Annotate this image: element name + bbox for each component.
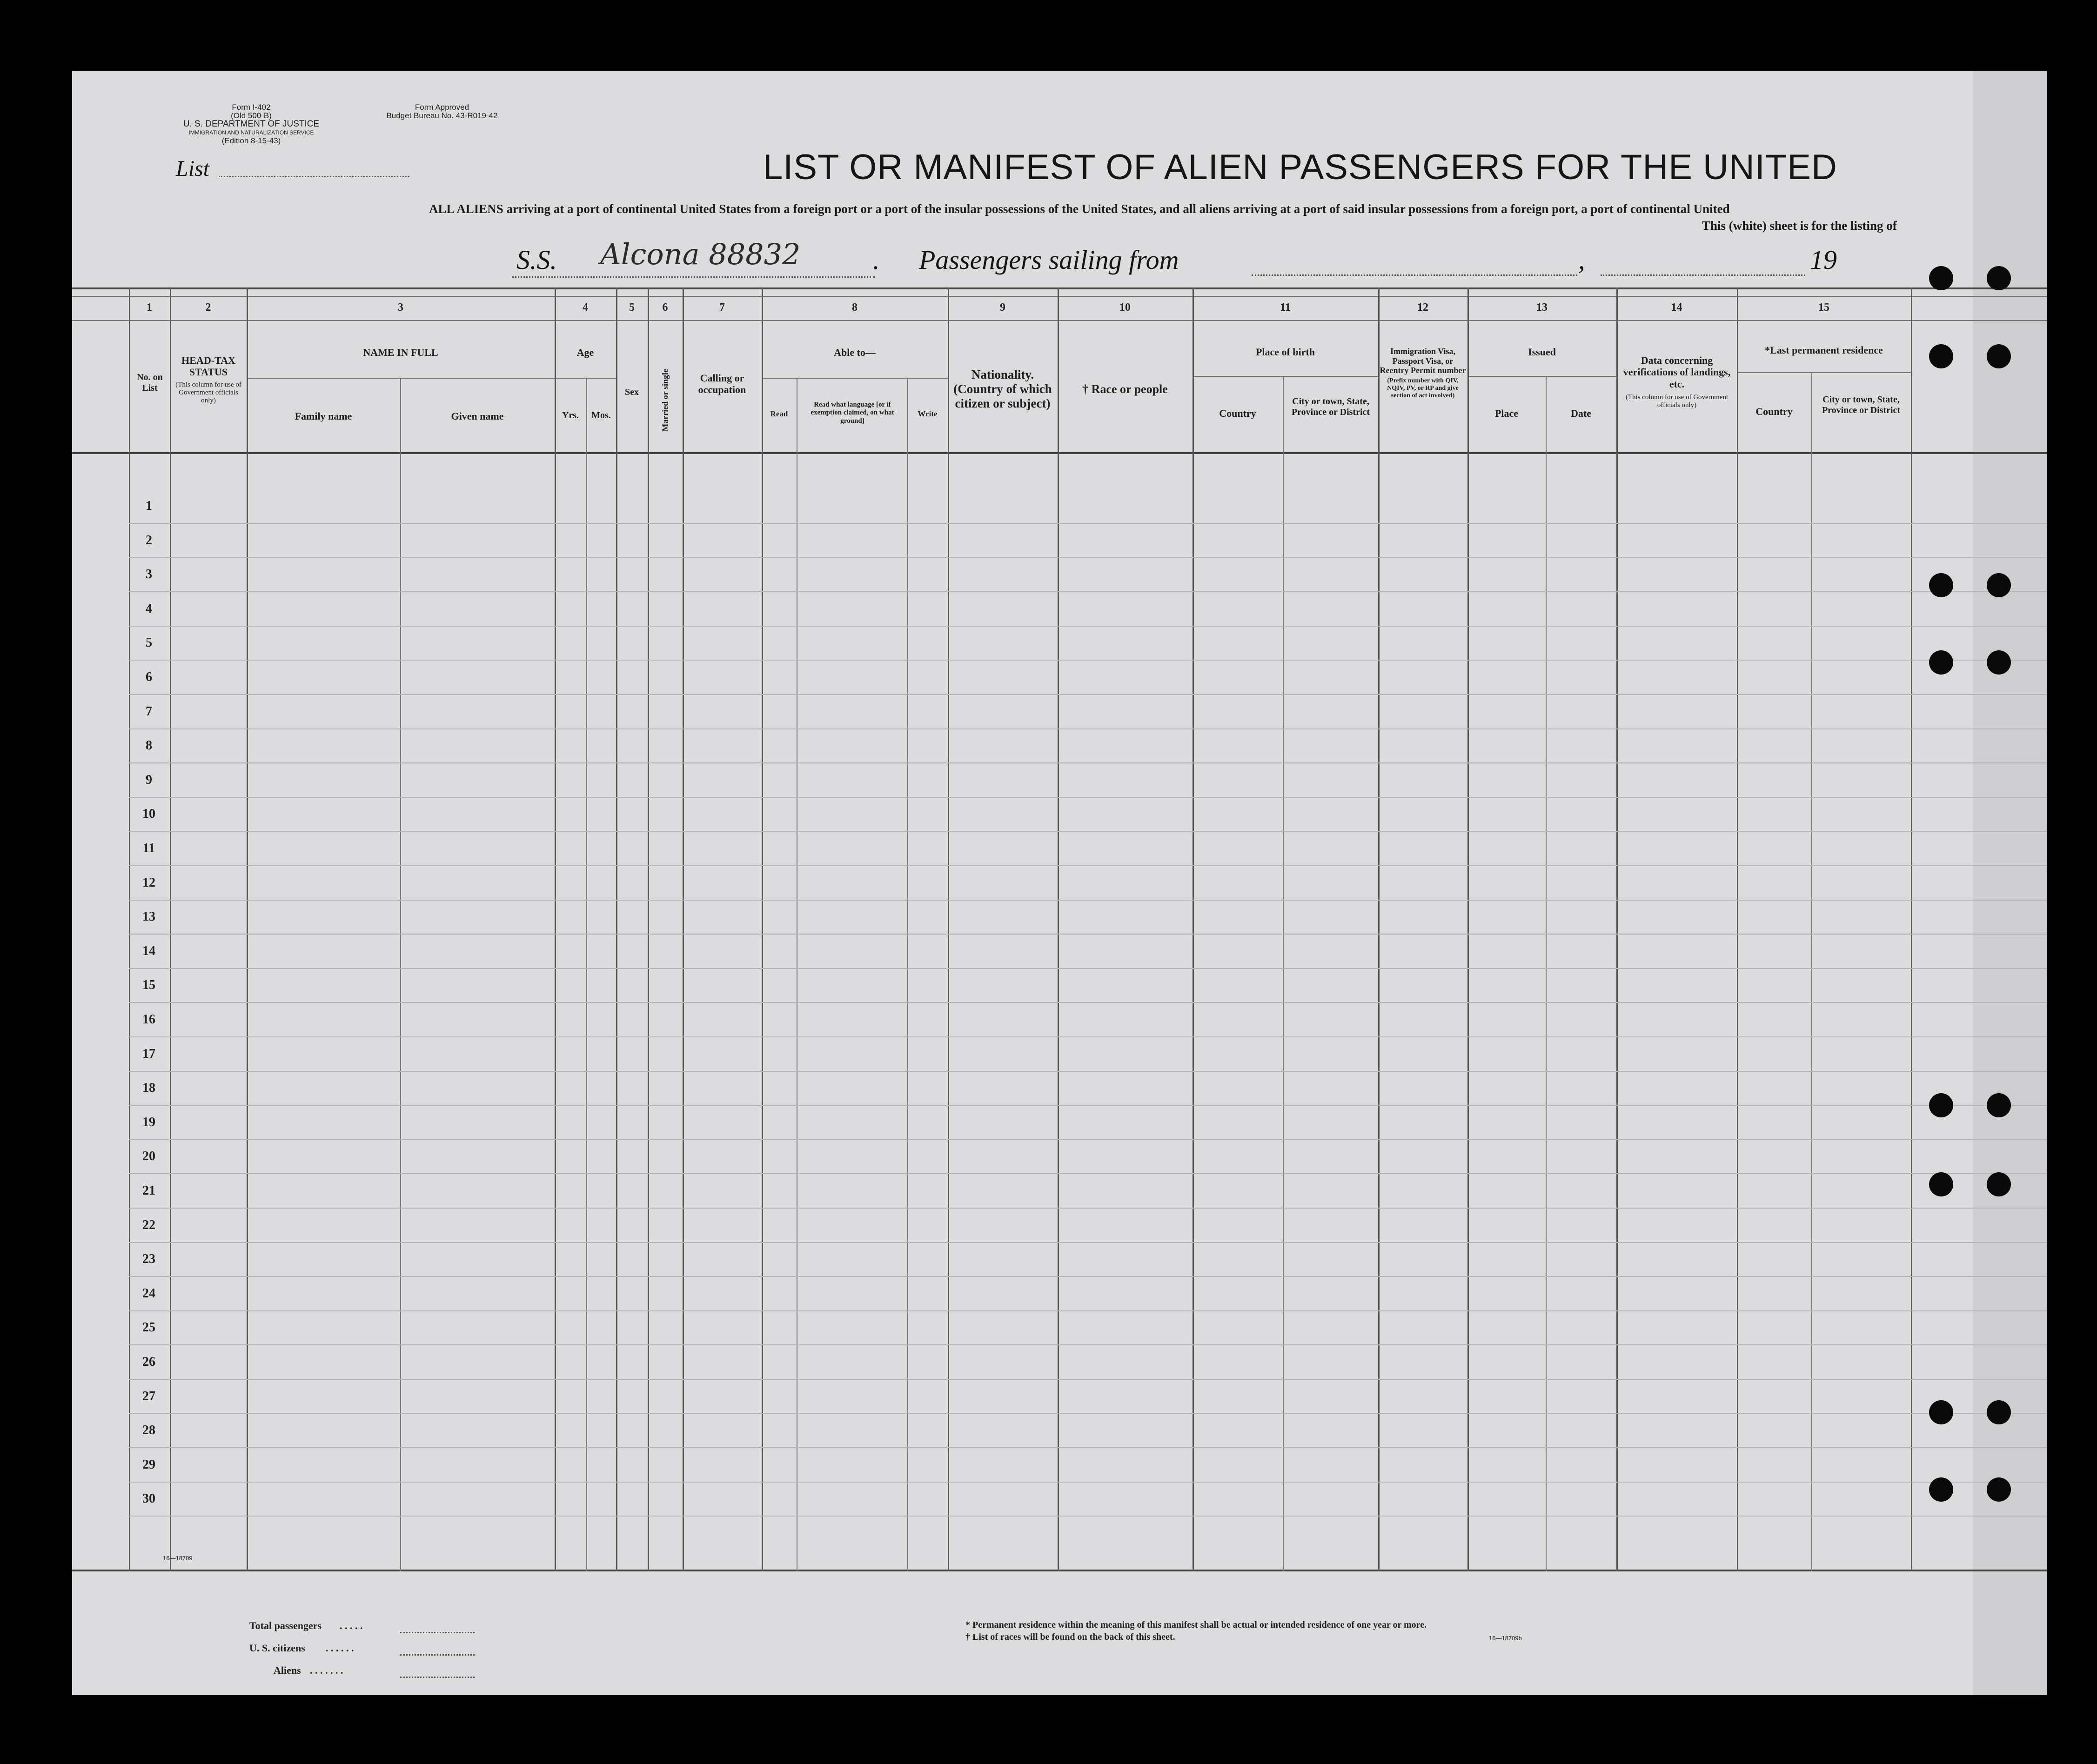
list-number-field[interactable] <box>219 176 409 177</box>
form-number: Form I-402 <box>232 103 271 112</box>
punch-hole <box>1929 573 1953 597</box>
instructions-line-2: This (white) sheet is for the listing of <box>1702 219 1897 233</box>
punch-hole <box>1987 266 2011 290</box>
able-subheader-rule <box>762 378 948 379</box>
issued-subheader-rule <box>1467 376 1616 377</box>
row-number: 25 <box>142 1320 155 1335</box>
head-tax-heading <box>171 354 246 405</box>
ship-prefix: S.S. <box>516 245 557 275</box>
year-prefix: 19 <box>1810 245 1837 275</box>
row-rule <box>129 797 2047 798</box>
row-number: 27 <box>142 1389 155 1403</box>
column-number: 14 <box>1671 301 1682 314</box>
row-number: 8 <box>146 738 152 753</box>
row-number: 1 <box>146 499 152 513</box>
write-heading: Write <box>918 409 938 418</box>
row-rule <box>129 1071 2047 1072</box>
column-number: 5 <box>629 301 635 314</box>
manifest-sheet <box>72 71 2047 1695</box>
punch-hole <box>1929 344 1953 368</box>
row-number: 20 <box>142 1149 155 1164</box>
row-number: 19 <box>142 1115 155 1129</box>
row-rule <box>129 660 2047 661</box>
row-number: 9 <box>146 772 152 787</box>
column-number: 1 <box>147 301 152 314</box>
row-number: 30 <box>142 1491 155 1506</box>
page-title: LIST OR MANIFEST OF ALIEN PASSENGERS FOR THE UNITED <box>763 147 1837 187</box>
races-footnote: † List of races will be found on the back of this sheet. <box>965 1632 1175 1642</box>
col-line <box>1811 372 1812 1571</box>
service-name: IMMIGRATION AND NATURALIZATION SERVICE <box>188 129 314 136</box>
form-header <box>154 103 349 145</box>
row-rule <box>129 694 2047 695</box>
form-approved: Form Approved <box>415 103 469 112</box>
punch-hole <box>1929 650 1953 675</box>
punch-hole <box>1987 1093 2011 1117</box>
col-line <box>1546 376 1547 1571</box>
row-number: 12 <box>142 875 155 890</box>
total-passengers-field[interactable] <box>400 1632 475 1633</box>
issued-place-heading: Place <box>1494 408 1519 419</box>
form-approval <box>372 103 512 120</box>
race-heading: † Race or people <box>1082 382 1168 396</box>
issued-heading: Issued <box>1528 346 1556 358</box>
visa-label: Immigration Visa, Passport Visa, or Reentry Permit number <box>1380 347 1466 375</box>
header-bottom-border <box>72 452 2047 454</box>
ship-name-handwritten: Alcona 88832 <box>600 237 801 271</box>
row-rule <box>129 831 2047 832</box>
row-number: 15 <box>142 978 155 993</box>
list-label: List <box>176 156 210 181</box>
row-number: 5 <box>146 635 152 650</box>
visa-heading <box>1379 347 1467 400</box>
row-rule <box>129 557 2047 558</box>
row-rule <box>129 900 2047 901</box>
row-number: 16 <box>142 1012 155 1027</box>
row-rule <box>129 968 2047 969</box>
punch-hole <box>1929 266 1953 290</box>
nationality-heading: Nationality. (Country of which citizen or subject) <box>953 368 1052 411</box>
bottom-form-code: 16—18709 <box>163 1555 193 1562</box>
row-number: 24 <box>142 1286 155 1301</box>
punch-hole <box>1987 573 2011 597</box>
budget-number: Budget Bureau No. 43-R019-42 <box>386 111 498 120</box>
punch-hole <box>1987 650 2011 675</box>
column-number: 10 <box>1119 301 1131 314</box>
instructions-line-1: ALL ALIENS arriving at a port of continental United States from a foreign port or a port of the insular possessions of the United States, and all aliens arriving at a port of said insular possessions from a foreign port, a port of continental United <box>429 202 1730 216</box>
yrs-heading: Yrs. <box>562 410 579 421</box>
sailing-port-field[interactable] <box>1252 274 1577 276</box>
row-number: 11 <box>142 841 155 855</box>
punch-hole <box>1929 1477 1953 1502</box>
issued-date-heading: Date <box>1571 408 1591 419</box>
row-rule <box>129 1173 2047 1174</box>
row-rule <box>129 1208 2047 1209</box>
column-number: 12 <box>1417 301 1428 314</box>
row-rule <box>129 1002 2047 1003</box>
last-residence-heading: *Last permanent residence <box>1765 344 1883 356</box>
ship-period: . <box>873 245 880 275</box>
row-rule <box>129 1310 2047 1311</box>
col-line <box>1283 376 1284 1571</box>
verification-heading <box>1619 354 1735 409</box>
no-on-list-heading: No. on List <box>137 372 163 393</box>
us-citizens-field[interactable] <box>400 1654 475 1656</box>
leader-dots: . . . . . . <box>326 1642 354 1654</box>
row-number: 4 <box>146 601 152 616</box>
given-name-heading: Given name <box>451 410 504 422</box>
row-rule <box>129 1379 2047 1380</box>
mos-heading: Mos. <box>591 410 611 421</box>
row-rule <box>129 1482 2047 1483</box>
row-number: 21 <box>142 1183 155 1198</box>
leader-dots: . . . . . <box>340 1620 363 1631</box>
name-in-full-heading: NAME IN FULL <box>363 347 438 358</box>
row-rule <box>129 1105 2047 1106</box>
row-number: 29 <box>142 1457 155 1472</box>
punch-hole <box>1987 1477 2011 1502</box>
department-name: U. S. DEPARTMENT OF JUSTICE <box>183 119 320 129</box>
table-top-border-inner <box>72 296 2047 297</box>
row-rule <box>129 1344 2047 1345</box>
column-number: 9 <box>1000 301 1005 314</box>
table-bottom-border <box>72 1570 2047 1571</box>
verification-note: (This column for use of Government officials only) <box>1625 393 1729 409</box>
read-language-heading: Read what language [or if exemption claimed, on what ground] <box>811 401 894 425</box>
punch-hole <box>1987 1400 2011 1424</box>
residence-footnote: * Permanent residence within the meaning of this manifest shall be actual or intended residence of one year or more. <box>965 1620 1427 1630</box>
residence-city-heading: City or town, State, Province or District <box>1822 394 1901 415</box>
column-number: 8 <box>852 301 858 314</box>
leader-dots: . . . . . . . <box>310 1664 343 1676</box>
footer-form-code: 16—18709b <box>1489 1635 1522 1642</box>
row-rule <box>129 591 2047 592</box>
name-subheader-rule <box>247 378 556 379</box>
birth-city-heading: City or town, State, Province or District <box>1291 396 1370 417</box>
row-number: 23 <box>142 1252 155 1267</box>
row-rule <box>129 1036 2047 1037</box>
column-number-divider <box>72 320 2047 321</box>
column-number: 7 <box>719 301 725 314</box>
row-number: 17 <box>142 1046 155 1061</box>
sheet-right-edge <box>1973 71 2047 1695</box>
punch-hole <box>1987 344 2011 368</box>
able-to-heading: Able to— <box>834 347 876 358</box>
calling-heading: Calling or occupation <box>698 372 746 396</box>
table-top-border <box>72 287 2047 289</box>
punch-hole <box>1929 1400 1953 1424</box>
punch-hole <box>1929 1172 1953 1196</box>
aliens-label: Aliens <box>274 1664 301 1676</box>
row-number: 13 <box>142 909 155 924</box>
column-number: 13 <box>1536 301 1548 314</box>
row-number: 22 <box>142 1217 155 1232</box>
row-number: 7 <box>146 704 152 719</box>
row-number: 3 <box>146 567 152 582</box>
birth-country-heading: Country <box>1219 408 1256 419</box>
column-number: 11 <box>1280 301 1291 314</box>
sex-heading: Sex <box>625 387 639 397</box>
aliens-field[interactable] <box>400 1677 475 1678</box>
place-of-birth-heading: Place of birth <box>1255 346 1315 358</box>
total-passengers-label: Total passengers <box>249 1620 322 1631</box>
punch-hole <box>1987 1172 2011 1196</box>
row-number: 28 <box>142 1423 155 1438</box>
row-rule <box>129 626 2047 627</box>
head-tax-note: (This column for use of Government officials only) <box>175 381 241 405</box>
residence-subheader-rule <box>1737 372 1911 373</box>
row-rule <box>129 1516 2047 1517</box>
form-old-number: (Old 500-B) <box>231 111 272 120</box>
verification-label: Data concerning verifications of landings, etc. <box>1623 354 1731 390</box>
column-number: 15 <box>1818 301 1829 314</box>
row-rule <box>129 934 2047 935</box>
married-heading: Married or single <box>660 369 670 432</box>
row-rule <box>129 1413 2047 1414</box>
row-rule <box>129 523 2047 524</box>
us-citizens-label: U. S. citizens <box>249 1642 305 1654</box>
visa-note: (Prefix number with QIV, NQIV, PV, or RP and give section of act involved) <box>1387 377 1459 400</box>
column-number: 6 <box>662 301 668 314</box>
family-name-heading: Family name <box>295 410 352 422</box>
column-number: 4 <box>583 301 588 314</box>
row-number: 2 <box>146 533 152 548</box>
form-edition: (Edition 8-15-43) <box>221 136 281 145</box>
sailing-date-field[interactable] <box>1601 274 1805 276</box>
row-rule <box>129 1242 2047 1243</box>
row-rule <box>129 1447 2047 1448</box>
row-number: 6 <box>146 670 152 684</box>
column-number: 2 <box>205 301 211 314</box>
row-number: 10 <box>142 807 155 822</box>
age-heading: Age <box>576 347 594 358</box>
birth-subheader-rule <box>1193 376 1379 377</box>
row-number: 18 <box>142 1081 155 1096</box>
residence-country-heading: Country <box>1755 406 1793 417</box>
punch-hole <box>1929 1093 1953 1117</box>
row-number: 26 <box>142 1355 155 1369</box>
row-rule <box>129 1276 2047 1277</box>
ship-name-field[interactable] <box>512 276 875 278</box>
row-rule <box>129 865 2047 866</box>
row-rule <box>129 728 2047 729</box>
head-tax-label: HEAD-TAX STATUS <box>181 354 235 378</box>
row-rule <box>129 1139 2047 1140</box>
sailing-from-label: Passengers sailing from <box>919 245 1179 275</box>
sailing-comma: , <box>1578 245 1585 275</box>
row-rule <box>129 762 2047 763</box>
row-number: 14 <box>142 943 155 958</box>
column-number: 3 <box>398 301 403 314</box>
read-heading: Read <box>770 409 788 418</box>
